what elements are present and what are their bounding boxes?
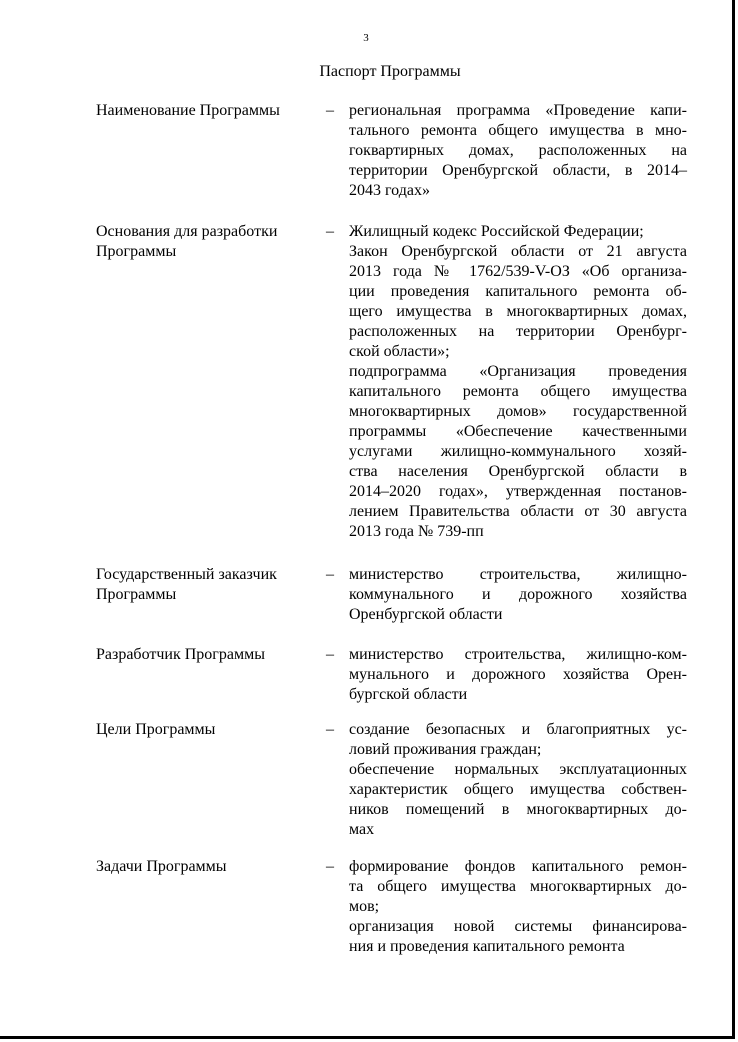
value-line: подпрограмма «Организация проведения <box>349 363 687 380</box>
value-line: щего имущества в многоквартирных домах, <box>349 303 687 320</box>
value-line: территории Оренбургской области, в 2014– <box>349 162 687 179</box>
value-line: мах <box>349 821 375 838</box>
value-line: ников помещений в многоквартирных до- <box>349 801 687 818</box>
value-line: министерство строительства, жилищно-ком- <box>349 646 687 663</box>
value-line: 2013 года № 739-пп <box>349 523 484 540</box>
value-line: программы «Обеспечение качественными <box>349 423 687 440</box>
row-label-line: Основания для разработки <box>96 223 278 240</box>
value-line: Закон Оренбургской области от 21 августа <box>349 243 687 260</box>
value-paragraph <box>349 101 687 201</box>
value-line: Оренбургской области <box>349 606 503 623</box>
row-value <box>349 101 687 201</box>
document-title: Паспорт Программы <box>319 63 461 80</box>
row-label-line: Наименование Программы <box>96 102 280 119</box>
row-label <box>96 720 316 740</box>
value-line: бургской области <box>349 686 468 703</box>
row-value <box>349 222 687 542</box>
row-dash: – <box>326 102 334 119</box>
value-paragraph <box>349 760 687 840</box>
row-dash: – <box>326 858 334 875</box>
row-label-line: Разработчик Программы <box>96 646 265 663</box>
value-line: коммунального и дорожного хозяйства <box>349 586 687 603</box>
value-line: региональная программа «Проведение капи- <box>349 102 687 119</box>
value-line: 2014–2020 годах», утвержденная постанов- <box>349 483 687 500</box>
value-line: ния и проведения капитального ремонта <box>349 938 625 955</box>
value-paragraph <box>349 565 687 625</box>
value-paragraph <box>349 645 687 705</box>
row-value <box>349 565 687 625</box>
row-label-line: Государственный заказчик <box>96 566 277 583</box>
value-paragraph <box>349 222 687 242</box>
value-paragraph <box>349 362 687 542</box>
row-value <box>349 857 687 957</box>
row-label <box>96 645 316 665</box>
value-line: обеспечение нормальных эксплуатационных <box>349 761 687 778</box>
value-line: создание безопасных и благоприятных ус- <box>349 721 687 738</box>
value-line: ловий проживания граждан; <box>349 741 542 758</box>
value-line: капитального ремонта общего имущества <box>349 383 687 400</box>
row-value <box>349 720 687 840</box>
row-label-line: Цели Программы <box>96 721 216 738</box>
row-dash: – <box>326 566 334 583</box>
value-line: услугами жилищно-коммунального хозяй- <box>349 443 687 460</box>
value-line: ции проведения капитального ремонта об- <box>349 283 687 300</box>
value-line: ской области»; <box>349 343 450 360</box>
row-value <box>349 645 687 705</box>
value-line: мунального и дорожного хозяйства Орен- <box>349 666 687 683</box>
value-paragraph <box>349 857 687 917</box>
value-line: лением Правительства области от 30 августа <box>349 503 687 520</box>
value-paragraph <box>349 917 687 957</box>
row-dash: – <box>326 646 334 663</box>
row-label <box>96 857 316 877</box>
value-line: Жилищный кодекс Российской Федерации; <box>349 223 644 240</box>
value-line: та общего имущества многоквартирных до- <box>349 878 687 895</box>
row-label-line: Задачи Программы <box>96 858 227 875</box>
value-line: ства населения Оренбургской области в <box>349 463 687 480</box>
value-line: 2013 года № 1762/539-V-ОЗ «Об организа- <box>349 263 687 280</box>
value-line: многоквартирных домов» государственной <box>349 403 687 420</box>
value-line: характеристик общего имущества собствен- <box>349 781 687 798</box>
value-line: министерство строительства, жилищно- <box>349 566 687 583</box>
row-label <box>96 222 316 262</box>
row-label <box>96 565 316 605</box>
row-label <box>96 101 316 121</box>
value-paragraph <box>349 242 687 362</box>
value-line: гоквартирных домах, расположенных на <box>349 142 687 159</box>
value-line: формирование фондов капитального ремон- <box>349 858 687 875</box>
value-line: расположенных на территории Оренбург- <box>349 323 687 340</box>
row-dash: – <box>326 223 334 240</box>
row-label-line: Программы <box>96 586 177 603</box>
page-number: 3 <box>363 32 369 44</box>
row-label-line: Программы <box>96 243 177 260</box>
value-line: организация новой системы финансирова- <box>349 918 687 935</box>
value-line: мов; <box>349 898 380 915</box>
row-dash: – <box>326 721 334 738</box>
value-line: тального ремонта общего имущества в мно- <box>349 122 687 139</box>
value-paragraph <box>349 720 687 760</box>
value-line: 2043 годах» <box>349 182 430 199</box>
